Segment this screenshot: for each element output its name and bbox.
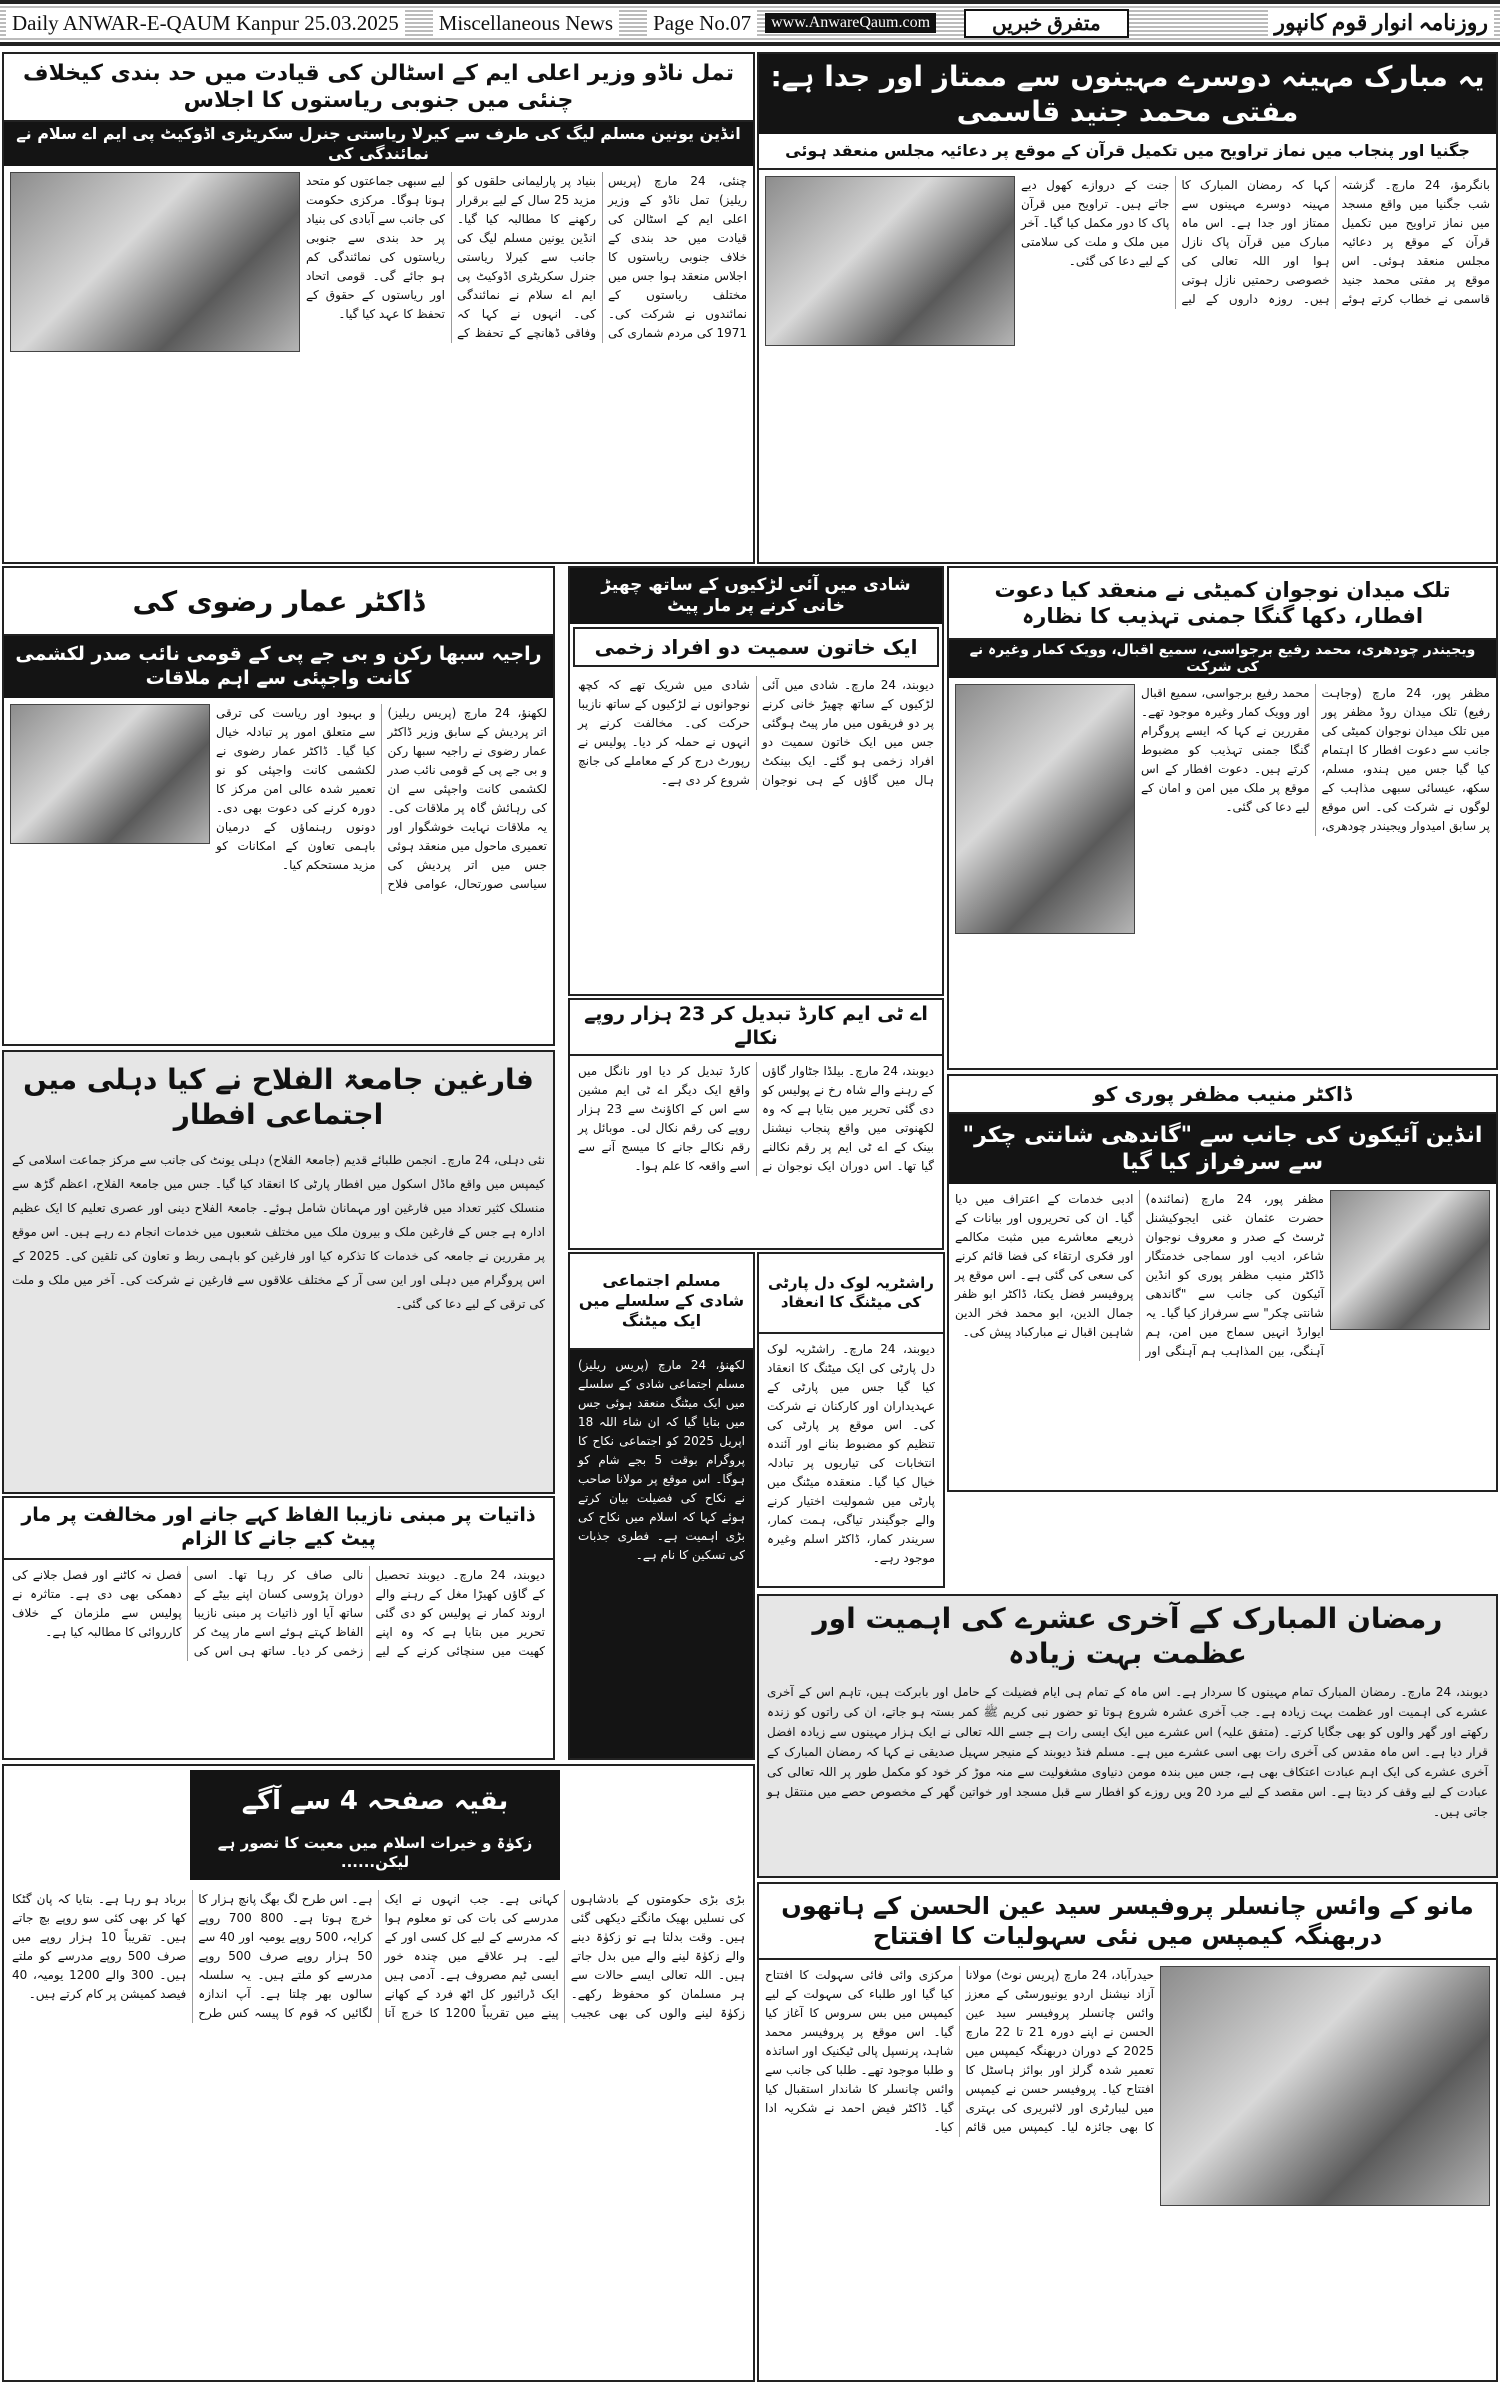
article-body: دیوبند، 24 مارچ۔ دیوبند تحصیل کے گاؤں کھیڑا مغل کے رہنے والے اروند کمار نے پولیس کو دی گئی تحریر میں بتایا ہے کہ وہ اپنے کھیت میں سنچائی کرنے کے لیے نالی صاف کر رہا تھا۔ اسی دوران پڑوسی کسان اپنے بیٹے کے ساتھ آیا اور ذاتیات پر مبنی نازیبا الفاظ کہتے ہوئے اسے مار پیٹ کر زخمی کر دیا۔ ساتھ ہی اس کی فصل نہ کاٹنے اور فصل جلانے کی دھمکی بھی دی ہے۔ متاثرہ نے پولیس سے ملزمان کے خلاف کارروائی کا مطالبہ کیا ہے۔ <box>12 1568 545 1658</box>
article-atm <box>568 998 944 1250</box>
article-ijtemai-shadi <box>568 1252 755 1760</box>
headline: یہ مبارک مہینہ دوسرے مہینوں سے ممتاز اور جدا ہے: مفتی محمد جنید قاسمی <box>759 54 1496 134</box>
section-urdu: متفرق خبریں <box>964 9 1129 38</box>
headline: راشٹریہ لوک دل پارٹی کی میٹنگ کا انعقاد <box>759 1254 943 1334</box>
headline: اے ٹی ایم کارڈ تبدیل کر 23 ہزار روپے نکالے <box>570 1000 942 1056</box>
subheadline: راجیہ سبھا رکن و بی جے پی کے قومی نائب صدر لکشمی کانت واجپئی سے اہم ملاقات <box>4 636 553 698</box>
page-number: Page No.07 <box>647 10 757 37</box>
headline: ذاتیات پر مبنی نازیبا الفاظ کہے جانے اور مخالفت پر مار پیٹ کیے جانے کا الزام <box>4 1498 553 1560</box>
article-body: مظفر پور، 24 مارچ (نمائندہ) حضرت عثمان غنی ایجوکیشنل ٹرسٹ کے صدر و معروف نوجوان شاعر، ادیب اور سماجی خدمتگار ڈاکٹر منیب مظفر پوری کو انڈین آئیکون کی جانب سے "گاندھی شانتی چکر" سے سرفراز کیا گیا۔ یہ ایوارڈ انہیں سماج میں امن، ہم آہنگی، بین المذاہب ہم آہنگی اور ادبی خدمات کے اعتراف میں دیا گیا۔ ان کی تحریروں اور بیانات کے ذریعے معاشرے میں مثبت مکالمے اور فکری ارتقاء کی فضا قائم کرنے کی سعی کی گئی ہے۔ اس موقع پر پروفیسر فضل یکتا، ڈاکٹر ابو ظفر جمال الدین، ابو محمد فخر الدین شاہین اقبال نے مبارکباد پیش کی۔ <box>955 1192 1324 1358</box>
article-body: بانگرمؤ، 24 مارچ۔ گزشتہ شب جگنیا میں واقع مسجد میں نماز تراویح میں تکمیل قرآن کے موقع پر دعائیہ مجلس منعقد ہوئی۔ اس موقع پر مفتی محمد جنید قاسمی نے خطاب کرتے ہوئے کہا کہ رمضان المبارک کا مہینہ دوسرے مہینوں سے ممتاز اور جدا ہے۔ اس ماہ مبارک میں قرآن پاک نازل ہوا اور اللہ تعالی کی خصوصی رحمتیں نازل ہوتی ہیں۔ روزہ داروں کے لیے جنت کے دروازے کھول دیے جاتے ہیں۔ تراویح میں قرآن پاک کا دور مکمل کیا گیا۔ آخر میں ملک و ملت کی سلامتی کے لیے دعا کی گئی۔ <box>1021 178 1490 306</box>
article-tamilnadu <box>2 52 755 564</box>
news-photo <box>955 684 1135 934</box>
article-lok-dal <box>757 1252 945 1588</box>
article-body: دیوبند، 24 مارچ۔ شادی میں آئی لڑکیوں کے ساتھ چھیڑ خانی کرنے پر دو فریقوں میں مار پیٹ ہوگئی جس میں ایک خاتون سمیت دو افراد زخمی ہو گئے۔ ایک بینکٹ ہال میں گاؤں کے ہی نوجوان شادی میں شریک تھے کہ کچھ نوجوانوں نے لڑکیوں کے ساتھ نازیبا حرکت کی۔ مخالفت کرنے پر انہوں نے حملہ کر دیا۔ پولیس نے رپورٹ درج کر کے معاملے کی جانچ شروع کر دی ہے۔ <box>578 678 934 787</box>
article-ammar-rizvi <box>2 566 555 1046</box>
headline: فارغین جامعۃ الفلاح نے کیا دہلی میں اجتماعی افطار <box>23 1063 534 1131</box>
article-body: مظفر پور، 24 مارچ (وجاہت رفیع) تلک میدان روڈ مظفر پور میں تلک میدان نوجوان کمیٹی کی جانب سے دعوت افطار کا اہتمام کیا گیا جس میں ہندو، مسلم، سکھ، عیسائی سبھی مذاہب کے لوگوں نے شرکت کی۔ اس موقع پر سابق امیدوار ویجیندر چودھری، محمد رفیع برجواسی، سمیع اقبال اور وویک کمار وغیرہ موجود تھے۔ مقررین نے کہا کہ ایسے پروگرام گنگا جمنی تہذیب کو مضبوط کرتے ہیں۔ دعوت افطار کے اس موقع پر ملک میں امن و امان کے لیے دعا کی گئی۔ <box>1141 686 1490 833</box>
subheadline: ایک خاتون سمیت دو افراد زخمی <box>573 627 939 667</box>
article-body: لکھنؤ، 24 مارچ (پریس ریلیز) مسلم اجتماعی شادی کے سلسلے میں ایک میٹنگ منعقد ہوئی جس میں بتایا گیا کہ ان شاء اللہ 18 اپریل 2025 کو اجتماعی نکاح کا پروگرام بوقت 5 بجے شام کو ہوگا۔ اس موقع پر مولانا صاحب نے نکاح کی فضیلت بیان کرتے ہوئے کہا کہ اسلام میں نکاح کی بڑی اہمیت ہے۔ فطری جذبات کی تسکین کا نام ہے۔ <box>578 1358 745 1562</box>
newspaper-logo: روزنامہ انوار قوم کانپور <box>1268 9 1494 37</box>
subheadline: زکوٰۃ و خیرات اسلام میں معیت کا تصور ہے لیکن...... <box>217 1834 533 1871</box>
news-photo <box>1160 1966 1490 2206</box>
article-shadi-attack <box>568 566 944 996</box>
paper-date: Daily ANWAR-E-QAUM Kanpur 25.03.2025 <box>6 10 405 37</box>
article-body: بڑی بڑی حکومتوں کے بادشاہوں کی نسلیں بھیک مانگتے دیکھی گئی ہیں۔ وقت بدلتا ہے تو زکوٰۃ دینے والے زکوٰۃ لینے والے میں بدل جاتے ہیں۔ اللہ تعالی ایسے حالات سے ہر مسلمان کو محفوظ رکھے۔ زکوٰۃ لینے والوں کی بھی عجیب کہانی ہے۔ جب انہوں نے ایک مدرسے کی بات کی تو معلوم ہوا کہ مدرسے کے لیے کل کسی اور کے لیے۔ ہر علاقے میں چندہ خور ایسی ٹیم مصروف ہے۔ آدمی ہیں ایک ڈرائیور کل اٹھ فرد کے کھانے پینے میں تقریباً 1200 کا خرچ آتا ہے۔ اس طرح لگ بھگ پانچ ہزار کا خرچ ہوتا ہے۔ 800 700 روپے کرایہ، 500 روپے یومیہ اور 40 سے 50 ہزار روپے صرف 500 روپے مدرسے کو ملتے ہیں۔ یہ سلسلہ سالوں بھر چلتا ہے۔ آپ اندازہ لگائیں کہ قوم کا پیسہ کس طرح برباد ہو رہا ہے۔ بتایا کہ پان گٹکا کھا کر بھی کئی سو روپے بچ جاتے ہیں۔ تقریباً 10 ہزار روپے میں صرف 500 روپے مدرسے کو ملتے ہیں۔ 300 والے 1200 یومیہ، 40 فیصد کمیشن پر کام کرتے ہیں۔ <box>12 1892 745 2020</box>
article-body: نئی دہلی، 24 مارچ۔ انجمن طلبائے قدیم (جامعۃ الفلاح) دہلی یونٹ کی جانب سے مرکز جماعت اسلامی کے کیمپس میں واقع ماڈل اسکول میں افطار پارٹی کا انعقاد کیا گیا۔ جس میں جامعۃ الفلاح، اعظم گڑھ سے منسلک کثیر تعداد میں فارغین اور مہمانان شامل ہوئے۔ جامعۃ الفلاح دینی اور عصری تعلیم کا ایک عظیم ادارہ ہے جس کے فارغین ملک و بیرون ملک میں مختلف شعبوں میں خدمات انجام دے رہے ہیں۔ اس موقع پر مقررین نے جامعہ کی خدمات کا تذکرہ کیا اور فارغین کو باہمی ربط و تعاون کی تلقین کی۔ 2025 کے اس پروگرام میں دہلی اور این سی آر کے مختلف علاقوں سے فارغین نے شرکت کی۔ آخر میں ملک و ملت کی ترقی کے لیے دعا کی گئی۔ <box>12 1153 545 1311</box>
article-body: دیوبند، 24 مارچ۔ راشٹریہ لوک دل پارٹی کی ایک میٹنگ کا انعقاد کیا گیا جس میں پارٹی کے عہدیداران اور کارکنان نے شرکت کی۔ اس موقع پر پارٹی کی تنظیم کو مضبوط بنانے اور آئندہ انتخابات کی تیاریوں پر تبادلہ خیال کیا گیا۔ منعقدہ میٹنگ میں پارٹی میں شمولیت اختیار کرنے والے جوگیندر تیاگی، ہمت کمار، سریندر کمار، ڈاکٹر اسلم وغیرہ موجود رہے۔ <box>767 1342 935 1565</box>
portrait-photo <box>1330 1190 1490 1330</box>
headline: تلک میدان نوجوان کمیٹی نے منعقد کیا دعوت افطار، دکھا گنگا جمنی تہذیب کا نظارہ <box>949 568 1496 640</box>
headline: ڈاکٹر منیب مظفر پوری کو <box>949 1076 1496 1114</box>
news-photo <box>10 704 210 844</box>
article-body: دیوبند، 24 مارچ۔ رمضان المبارک تمام مہینوں کا سردار ہے۔ اس ماہ کے تمام ہی ایام فضیلت کے حامل اور بابرکت ہیں، تاہم اس کے آخری عشرے کی اہمیت اور عظمت بہت زیادہ ہے۔ جب آخری عشرہ شروع ہوتا تو حضور نبی کریم ﷺ کمر بستہ ہو جاتے، ان کی راتوں کو زندہ رکھتے اور گھر والوں کو بھی جگایا کرتے۔ (متفق علیہ) اس عشرے میں ایک ایسی رات ہے جسے اللہ تعالی نے ایک ہزار مہینوں سے زیادہ افضل قرار دیا ہے۔ اس ماہ مقدس کی آخری رات بھی اسی عشرے میں ہے۔ مسلم فنڈ دیوبند کے منیجر سہیل صدیقی نے کہا کہ رمضان المبارک کے آخری عشرے کی ایک اہم عبادت اعتکاف بھی ہے، جس میں بندہ مومن دنیاوی مشغولیت سے منہ موڑ کر خود کو مکمل طور پر اللہ تعالی کی عبادت کے لیے وقف کر دیتا ہے۔ اس مقصد کے لیے مرد 20 ویں روزے کو افطار سے قبل مسجد اور خواتین گھر کے مخصوص حصے میں منتقل ہو جاتی ہیں۔ <box>767 1685 1488 1819</box>
website-link[interactable]: www.AnwareQaum.com <box>765 13 936 33</box>
news-photo <box>765 176 1015 346</box>
continuation-box <box>190 1770 560 1880</box>
article-body: چنئی، 24 مارچ (پریس ریلیز) تمل ناڈو کے وزیر اعلی ایم کے اسٹالن کی قیادت میں حد بندی کے خلاف جنوبی ریاستوں کا اجلاس منعقد ہوا جس میں مختلف ریاستوں کے نمائندوں نے شرکت کی۔ 1971 کی مردم شماری کی بنیاد پر پارلیمانی حلقوں کو مزید 25 سال کے لیے برقرار رکھنے کا مطالبہ کیا گیا۔ انڈین یونین مسلم لیگ کی جانب سے کیرلا ریاستی جنرل سکریٹری اڈوکیٹ پی ایم اے سلام نے نمائندگی کی۔ انہوں نے کہا کہ وفاقی ڈھانچے کے تحفظ کے لیے سبھی جماعتوں کو متحد ہونا ہوگا۔ مرکزی حکومت کی جانب سے آبادی کی بنیاد پر حد بندی سے جنوبی ریاستوں کی نمائندگی کم ہو جائے گی۔ قومی اتحاد اور ریاستوں کے حقوق کے تحفظ کا عہد کیا گیا۔ <box>306 174 747 340</box>
article-manu <box>757 1882 1498 2382</box>
article-body: حیدرآباد، 24 مارچ (پریس نوٹ) مولانا آزاد نیشنل اردو یونیورسٹی کے معزز وائس چانسلر پروفیسر سید عین الحسن نے اپنے دورہ 21 تا 22 مارچ 2025 کے دوران دربھنگہ کیمپس میں تعمیر شدہ گرلز اور بوائز ہاسٹل کا افتتاح کیا۔ پروفیسر حسن نے کیمپس میں لیبارٹری اور لائبریری کی بہتری کا بھی جائزہ لیا۔ کیمپس میں قائم مرکزی وائی فائی سہولت کا افتتاح کیا گیا اور طلباء کی سہولت کے لیے کیمپس میں بس سروس کا آغاز کیا گیا۔ اس موقع پر پروفیسر محمد شاہد، پرنسپل پالی ٹیکنیک اور اساتذہ و طلبا موجود تھے۔ طلبا کی جانب سے وائس چانسلر کا شاندار استقبال کیا گیا۔ ڈاکٹر فیض احمد نے شکریہ ادا کیا۔ <box>765 1968 1154 2134</box>
article-tilak-maidan <box>947 566 1498 1070</box>
article-body: لکھنؤ، 24 مارچ (پریس ریلیز) اتر پردیش کے سابق وزیر ڈاکٹر عمار رضوی نے راجیہ سبھا رکن و بی جے پی کے قومی نائب صدر لکشمی کانت واجپئی سے ان کی رہائش گاہ پر ملاقات کی۔ یہ ملاقات نہایت خوشگوار اور تعمیری ماحول میں منعقد ہوئی جس میں اتر پردیش کی سیاسی صورتحال، عوامی فلاح و بہبود اور ریاست کی ترقی سے متعلق امور پر تبادلہ خیال کیا گیا۔ ڈاکٹر عمار رضوی نے لکشمی کانت واجپئی کو نو تعمیر شدہ عالی امن مرکز کا دورہ کرنے کی دعوت بھی دی۔ دونوں رہنماؤں کے درمیان باہمی تعاون کے امکانات کو مزید مستحکم کیا۔ <box>216 706 547 891</box>
headline: شادی میں آئی لڑکیوں کے ساتھ چھیڑ خانی کرنے پر مار پیٹ <box>570 568 942 624</box>
news-photo <box>10 172 300 352</box>
subheadline: انڈین آئیکون کی جانب سے "گاندھی شانتی چکر" سے سرفراز کیا گیا <box>949 1114 1496 1184</box>
article-baqiya <box>2 1764 755 2382</box>
article-ramzan <box>757 1594 1498 1878</box>
article-mubarak <box>757 52 1498 564</box>
headline: مانو کے وائس چانسلر پروفیسر سید عین الحسن کے ہاتھوں دربھنگہ کیمپس میں نئی سہولیات کا افتتاح <box>759 1884 1496 1960</box>
headline: رمضان المبارک کے آخری عشرے کی اہمیت اور عظمت بہت زیادہ <box>812 1602 1443 1670</box>
article-zatiyat <box>2 1496 555 1760</box>
headline: ڈاکٹر عمار رضوی کی <box>4 568 553 636</box>
headline: بقیہ صفحہ 4 سے آگے <box>241 1785 509 1816</box>
headline: مسلم اجتماعی شادی کے سلسلے میں ایک میٹنگ <box>570 1254 753 1350</box>
subheadline: ویجیندر چودھری، محمد رفیع برجواسی، سمیع اقبال، وویک کمار وغیرہ نے کی شرکت <box>949 640 1496 678</box>
subheadline: جگنیا اور پنجاب میں نماز تراویح میں تکمیل قرآن کے موقع پر دعائیہ مجلس منعقد ہوئی <box>759 134 1496 170</box>
article-muneeb <box>947 1074 1498 1492</box>
masthead <box>0 0 1500 46</box>
article-body: دیوبند، 24 مارچ۔ بیلڈا جٹاوار گاؤں کے رہنے والے شاہ رخ نے پولیس کو دی گئی تحریر میں بتایا ہے کہ وہ لکھنوتی میں واقع پنجاب نیشنل بینک کے اے ٹی ایم پر رقم نکالنے گیا تھا۔ اس دوران ایک نوجوان نے کارڈ تبدیل کر دیا اور نانگل میں واقع ایک دیگر اے ٹی ایم مشین سے اس کے اکاؤنٹ سے 23 ہزار روپے کی رقم نکال لی۔ موبائل پر رقم نکالے جانے کا میسج آنے سے اسے واقعہ کا علم ہوا۔ <box>578 1064 934 1173</box>
article-falah <box>2 1050 555 1494</box>
headline: تمل ناڈو وزیر اعلی ایم کے اسٹالن کی قیادت میں حد بندی کیخلاف چنئی میں جنوبی ریاستوں کا اجلاس <box>4 54 753 122</box>
section-name: Miscellaneous News <box>433 10 619 37</box>
subheadline: انڈین یونین مسلم لیگ کی طرف سے کیرلا ریاستی جنرل سکریٹری اڈوکیٹ پی ایم اے سلام نے نمائندگی کی <box>4 122 753 166</box>
